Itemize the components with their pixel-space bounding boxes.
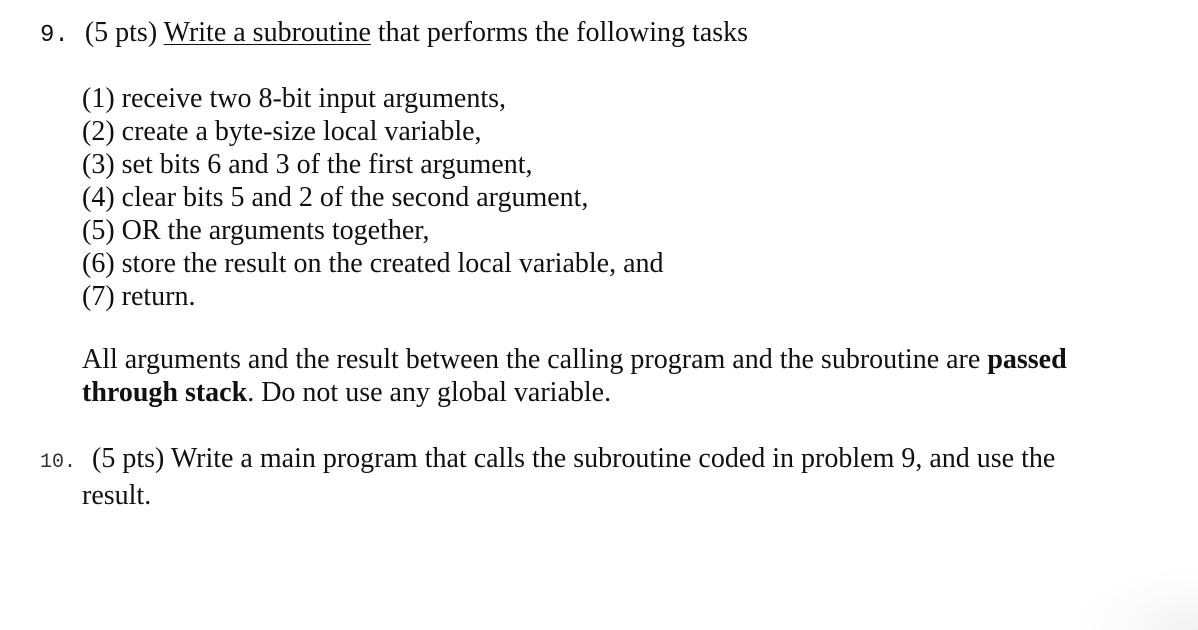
problem-10-line-1 bbox=[40, 442, 1055, 479]
task-item: (3) set bits 6 and 3 of the first argument, bbox=[82, 149, 533, 180]
problem-10-number: 10. bbox=[40, 451, 77, 474]
problem-10-text: (5 pts) Write a main program that calls the subroutine coded in problem 9, and use the bbox=[92, 443, 1056, 474]
task-list bbox=[82, 82, 664, 313]
problem-9-heading bbox=[40, 15, 748, 54]
problem-10-line-2: result. bbox=[82, 480, 152, 511]
note-text: All arguments and the result between the calling program and the subroutine are bbox=[82, 344, 981, 375]
problem-9-underlined-text: Write a subroutine bbox=[163, 17, 371, 48]
problem-10 bbox=[40, 442, 1055, 512]
corner-shadow bbox=[1078, 570, 1198, 630]
note-text-end: . Do not use any global variable. bbox=[247, 377, 612, 408]
note-bold-text: passed through stack bbox=[82, 344, 1067, 408]
task-item: (4) clear bits 5 and 2 of the second argument, bbox=[82, 182, 589, 213]
task-item: (2) create a byte-size local variable, bbox=[82, 116, 482, 147]
problem-9-heading-rest: that performs the following tasks bbox=[377, 17, 749, 48]
task-item: (6) store the result on the created local variable, and bbox=[82, 248, 664, 279]
problem-9-note bbox=[82, 343, 1142, 409]
problem-9-number: 9. bbox=[40, 22, 69, 49]
problem-9-points: (5 pts) bbox=[84, 17, 158, 48]
task-item: (5) OR the arguments together, bbox=[82, 215, 430, 246]
task-item: (1) receive two 8-bit input arguments, bbox=[82, 83, 507, 114]
task-item: (7) return. bbox=[82, 281, 196, 312]
